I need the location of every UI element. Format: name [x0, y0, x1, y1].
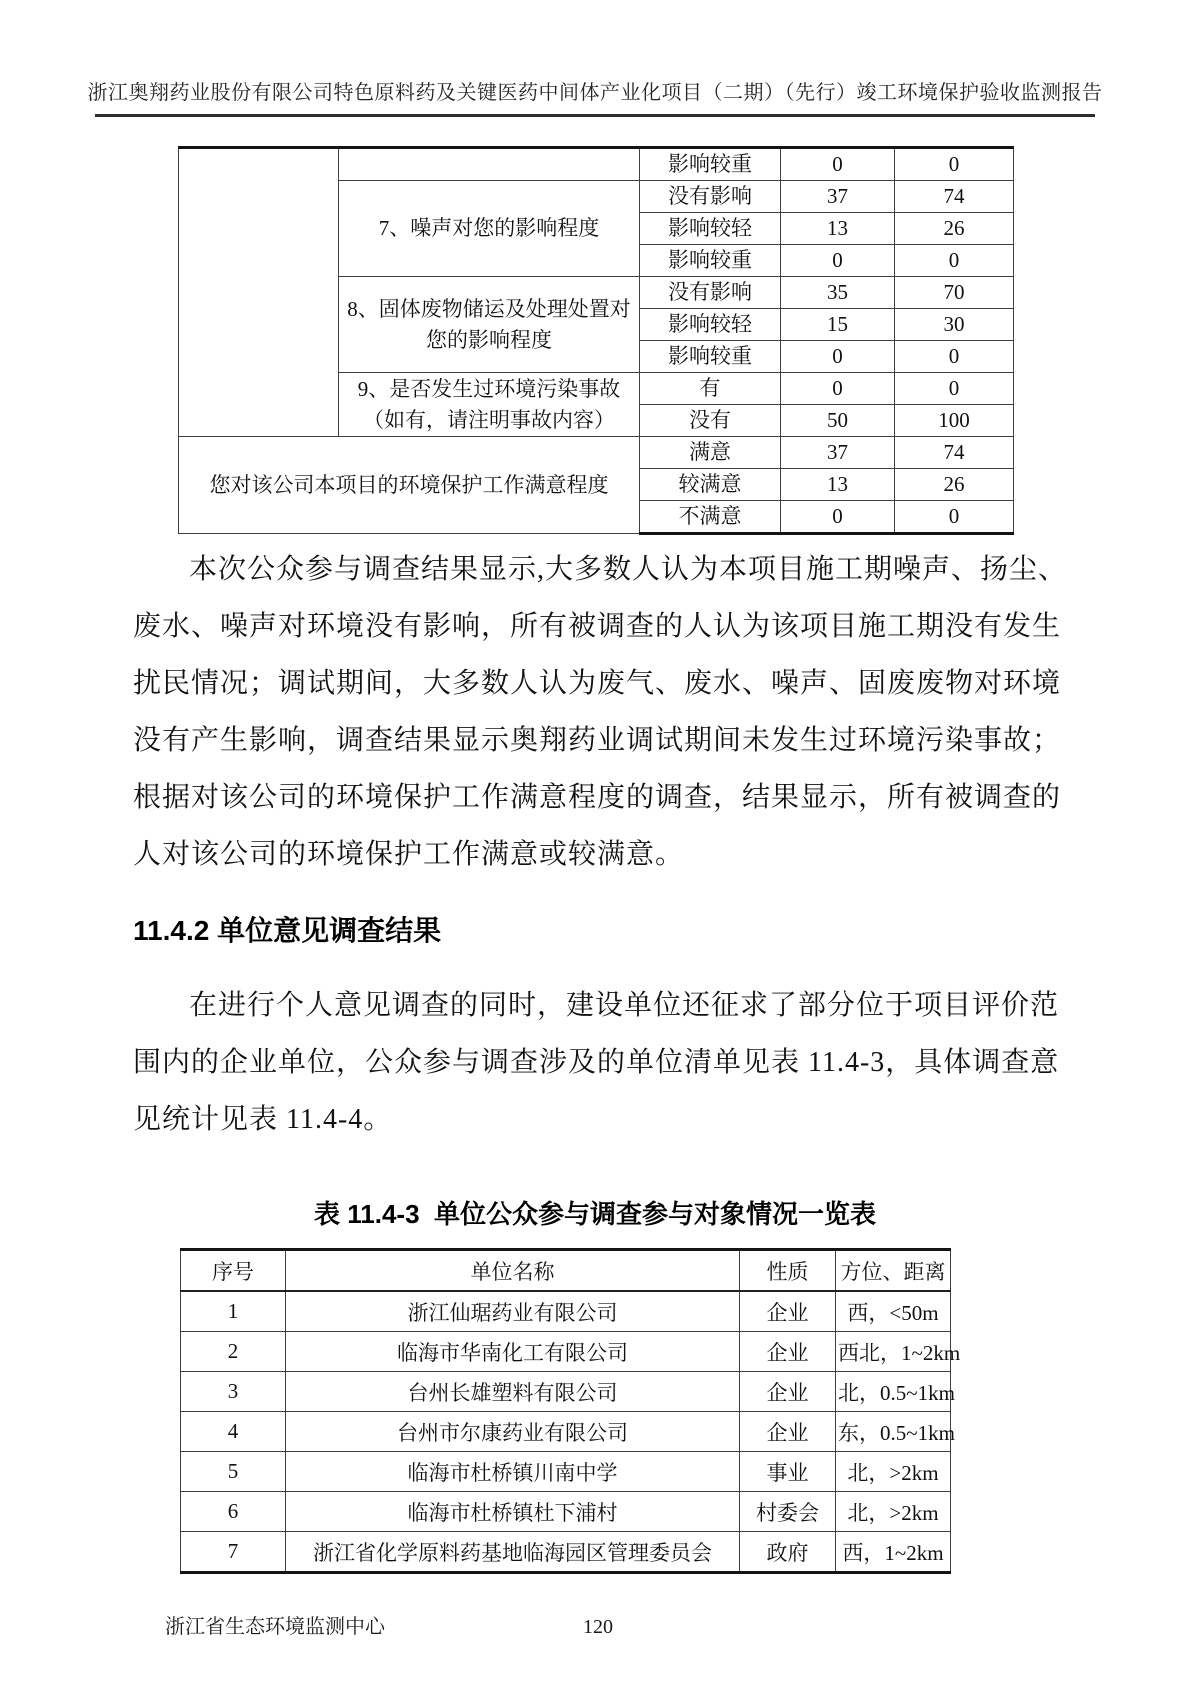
paragraph-line: 扰民情况；调试期间，大多数人认为废气、废水、噪声、固废废物对环境	[133, 668, 1062, 699]
table-row	[181, 1412, 951, 1452]
table-row	[181, 1372, 951, 1412]
survey-count-cell: 0	[781, 373, 895, 405]
unit-direction-distance: 西，1~2km	[836, 1532, 951, 1573]
unit-row-number: 4	[181, 1412, 286, 1452]
survey-count-cell: 35	[781, 277, 895, 309]
unit-survey-table	[180, 1248, 961, 1574]
unit-name: 浙江仙琚药业有限公司	[286, 1291, 740, 1332]
unit-row-number: 7	[181, 1532, 286, 1573]
survey-question-cell	[339, 148, 640, 181]
table-row	[179, 437, 1014, 469]
paragraph-line: 围内的企业单位，公众参与调查涉及的单位清单见表 11.4-3，具体调查意	[133, 1047, 1060, 1078]
unit-row-number: 1	[181, 1291, 286, 1332]
unit-row-number: 6	[181, 1492, 286, 1532]
survey-percent-cell: 100	[895, 405, 1014, 437]
survey-percent-cell: 0	[895, 245, 1014, 277]
survey-category-cell	[179, 148, 339, 437]
survey-option-cell: 没有影响	[640, 277, 781, 309]
survey-count-cell: 0	[781, 148, 895, 181]
unit-name: 台州长雄塑料有限公司	[286, 1372, 740, 1412]
survey-question-cell: 您对该公司本项目的环境保护工作满意程度	[179, 437, 640, 534]
survey-percent-cell: 26	[895, 213, 1014, 245]
survey-percent-cell: 74	[895, 437, 1014, 469]
unit-direction-distance: 北，>2km	[836, 1452, 951, 1492]
unit-type: 企业	[740, 1412, 836, 1452]
survey-option-cell: 较满意	[640, 469, 781, 501]
survey-percent-cell: 0	[895, 148, 1014, 181]
survey-option-cell: 影响较轻	[640, 309, 781, 341]
unit-direction-distance: 北，0.5~1km	[836, 1372, 951, 1412]
survey-question-cell: 9、是否发生过环境污染事故（如有，请注明事故内容）	[339, 373, 640, 437]
survey-percent-cell: 0	[895, 373, 1014, 405]
survey-count-cell: 37	[781, 437, 895, 469]
survey-count-cell: 13	[781, 213, 895, 245]
survey-option-cell: 影响较重	[640, 341, 781, 373]
unit-table-header-cell: 单位名称	[286, 1250, 740, 1292]
page-header-title: 浙江奥翔药业股份有限公司特色原料药及关键医药中间体产业化项目（二期）（先行）竣工环境保护验收监测报告	[87, 82, 1103, 104]
survey-count-cell: 13	[781, 469, 895, 501]
unit-direction-distance: 西，<50m	[836, 1291, 951, 1332]
paragraph-survey-summary	[133, 541, 1068, 883]
unit-direction-distance: 东，0.5~1km	[836, 1412, 951, 1452]
unit-name: 台州市尔康药业有限公司	[286, 1412, 740, 1452]
survey-count-cell: 37	[781, 181, 895, 213]
unit-type: 企业	[740, 1332, 836, 1372]
unit-type: 政府	[740, 1532, 836, 1573]
table-row	[181, 1532, 951, 1573]
survey-option-cell: 影响较重	[640, 148, 781, 181]
footer-page-number: 120	[583, 1616, 613, 1638]
unit-direction-distance: 北，>2km	[836, 1492, 951, 1532]
page-footer	[133, 1612, 1063, 1642]
survey-count-cell: 50	[781, 405, 895, 437]
survey-question-cell: 8、固体废物储运及处理处置对您的影响程度	[339, 277, 640, 373]
survey-percent-cell: 26	[895, 469, 1014, 501]
unit-table-header-cell: 序号	[181, 1250, 286, 1292]
table-caption: 表 11.4-3 单位公众参与调查参与对象情况一览表	[314, 1199, 876, 1229]
paragraph-line: 见统计见表 11.4-4。	[133, 1104, 393, 1135]
unit-table-header-cell: 性质	[740, 1250, 836, 1292]
unit-type: 村委会	[740, 1492, 836, 1532]
survey-question-cell: 7、噪声对您的影响程度	[339, 181, 640, 277]
survey-option-cell: 没有影响	[640, 181, 781, 213]
table-row	[181, 1452, 951, 1492]
survey-option-cell: 有	[640, 373, 781, 405]
paragraph-line: 人对该公司的环境保护工作满意或较满意。	[133, 839, 685, 870]
header-rule	[95, 114, 1095, 117]
unit-row-number: 3	[181, 1372, 286, 1412]
survey-count-cell: 0	[781, 501, 895, 534]
paragraph-line: 在进行个人意见调查的同时，建设单位还征求了部分位于项目评价范	[189, 990, 1060, 1021]
unit-row-number: 2	[181, 1332, 286, 1372]
paragraph-line: 废水、噪声对环境没有影响，所有被调查的人认为该项目施工期没有发生	[133, 611, 1062, 642]
unit-name: 临海市华南化工有限公司	[286, 1332, 740, 1372]
paragraph-line: 本次公众参与调查结果显示,大多数人认为本项目施工期噪声、扬尘、	[189, 554, 1068, 585]
survey-count-cell: 0	[781, 341, 895, 373]
unit-type: 事业	[740, 1452, 836, 1492]
unit-name: 临海市杜桥镇川南中学	[286, 1452, 740, 1492]
unit-name: 浙江省化学原料药基地临海园区管理委员会	[286, 1532, 740, 1573]
survey-option-cell: 满意	[640, 437, 781, 469]
survey-results-table	[178, 146, 1014, 535]
section-heading: 11.4.2 单位意见调查结果	[133, 915, 442, 946]
unit-type: 企业	[740, 1291, 836, 1332]
unit-row-number: 5	[181, 1452, 286, 1492]
survey-percent-cell: 70	[895, 277, 1014, 309]
paragraph-unit-survey-intro	[133, 977, 1062, 1148]
unit-type: 企业	[740, 1372, 836, 1412]
table-header-row	[181, 1250, 951, 1292]
survey-count-cell: 0	[781, 245, 895, 277]
survey-option-cell: 不满意	[640, 501, 781, 534]
table-row	[179, 148, 1014, 181]
table-row	[181, 1291, 951, 1332]
survey-percent-cell: 0	[895, 501, 1014, 534]
table-row	[181, 1332, 951, 1372]
table-row	[181, 1492, 951, 1532]
survey-count-cell: 15	[781, 309, 895, 341]
unit-direction-distance: 西北，1~2km	[836, 1332, 951, 1372]
survey-option-cell: 影响较重	[640, 245, 781, 277]
paragraph-line: 没有产生影响，调查结果显示奥翔药业调试期间未发生过环境污染事故；	[133, 725, 1062, 756]
survey-percent-cell: 0	[895, 341, 1014, 373]
survey-option-cell: 没有	[640, 405, 781, 437]
unit-name: 临海市杜桥镇杜下浦村	[286, 1492, 740, 1532]
unit-table-header-cell: 方位、距离	[836, 1250, 951, 1292]
paragraph-line: 根据对该公司的环境保护工作满意程度的调查，结果显示，所有被调查的	[133, 782, 1062, 813]
survey-percent-cell: 30	[895, 309, 1014, 341]
survey-option-cell: 影响较轻	[640, 213, 781, 245]
survey-percent-cell: 74	[895, 181, 1014, 213]
footer-organization: 浙江省生态环境监测中心	[165, 1616, 385, 1638]
